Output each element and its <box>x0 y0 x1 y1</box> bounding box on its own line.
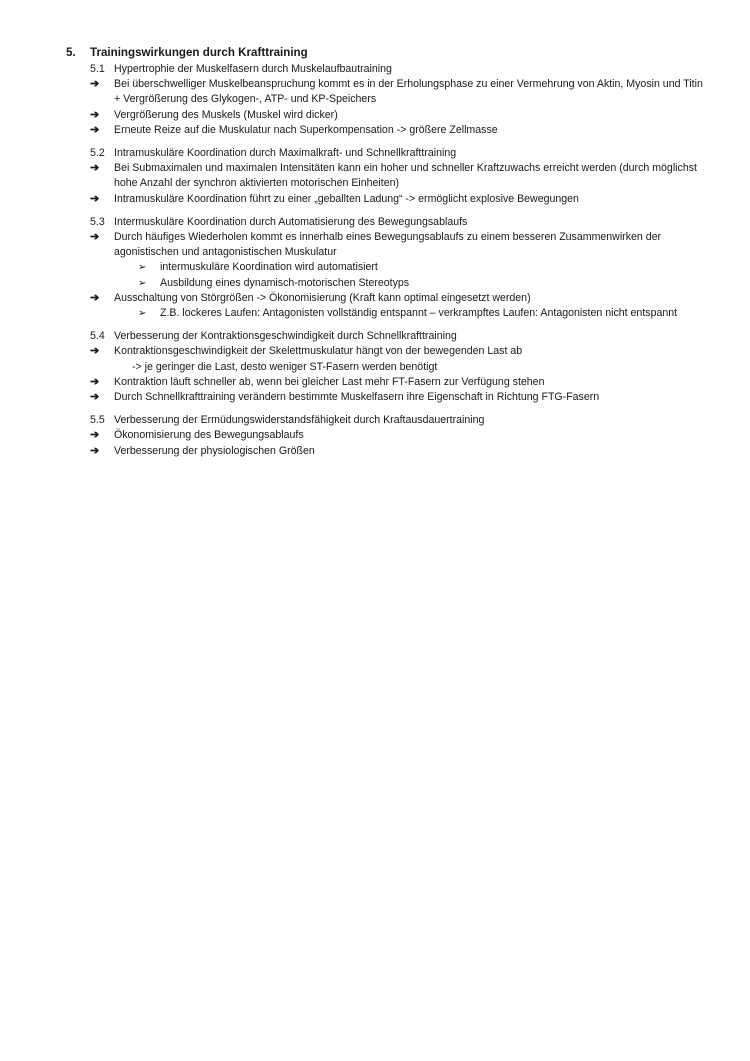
list-item <box>66 108 706 123</box>
document-title <box>66 45 706 61</box>
section-heading <box>66 215 706 230</box>
sub-list-item-text: Z.B. lockeres Laufen: Antagonisten vollständig entspannt – verkrampftes Laufen: Antagonisten nicht entspannt <box>160 307 678 320</box>
section-number: 5.3 <box>90 215 105 228</box>
list-item-main-text: Bei überschwelliger Muskelbeanspruchung kommt es in der Erholungsphase zu einer Vermehrung von Aktin, Myosin und Titin + Vergrößerung des Glykogen-, ATP- und KP-Speichers <box>114 78 703 106</box>
list-item <box>66 77 706 107</box>
sub-list-item <box>66 260 706 275</box>
arrowhead-bullet-icon: ➢ <box>138 277 147 289</box>
list-item-main-text: Durch häufiges Wiederholen kommt es innerhalb eines Bewegungsablaufs zu einem besseren Zusammenwirken der agonistischen und antagonistischen Muskulatur <box>114 231 662 259</box>
list-item-main-text: Bei Submaximalen und maximalen Intensitäten kann ein hoher und schneller Kraftzuwachs erreicht werden (durch möglichst hohe Anzahl der synchron aktivierten motorischen Einheiten) <box>114 162 697 190</box>
section-heading-text: Intermuskuläre Koordination durch Automatisierung des Bewegungsablaufs <box>114 215 468 228</box>
list-item-text <box>114 444 706 459</box>
list-item-text <box>114 375 706 390</box>
list-item-main-text: Intramuskuläre Koordination führt zu einer „geballten Ladung“ -> ermöglicht explosive Bewegungen <box>114 192 579 205</box>
section-heading <box>66 329 706 344</box>
list-item-main-text: Ausschaltung von Störgrößen -> Ökonomisierung (Kraft kann optimal eingesetzt werden) <box>114 291 531 304</box>
list-item-text <box>114 230 706 260</box>
list-item <box>66 390 706 405</box>
section-heading-text: Intramuskuläre Koordination durch Maximalkraft- und Schnellkrafttraining <box>114 147 457 160</box>
list-item-text <box>114 123 706 138</box>
section-heading <box>66 62 706 77</box>
section-number: 5.4 <box>90 330 105 343</box>
arrow-right-icon: ➔ <box>90 375 100 388</box>
list-item <box>66 123 706 138</box>
list-item-main-text: Verbesserung der physiologischen Größen <box>114 444 315 457</box>
arrow-right-icon: ➔ <box>90 231 100 244</box>
list-item-main-text: Durch Schnellkrafttraining verändern bestimmte Muskelfasern ihre Eigenschaft in Richtung FTG-Fasern <box>114 391 600 404</box>
list-item-text <box>114 428 706 443</box>
section-heading <box>66 146 706 161</box>
list-item-text <box>114 192 706 207</box>
list-item-text <box>114 161 706 191</box>
section-heading-text: Hypertrophie der Muskelfasern durch Muskelaufbautraining <box>114 63 392 75</box>
arrow-right-icon: ➔ <box>90 429 100 442</box>
list-item-main-text: Kontraktionsgeschwindigkeit der Skelettmuskulatur hängt von der bewegenden Last ab <box>114 345 523 358</box>
title-text: Trainingswirkungen durch Krafttraining <box>90 46 308 59</box>
section-5-1 <box>66 62 706 138</box>
list-item-text <box>114 291 706 306</box>
section-5-4 <box>66 329 706 405</box>
sub-list-item <box>66 276 706 291</box>
arrow-right-icon: ➔ <box>90 192 100 205</box>
list-item <box>66 344 706 374</box>
list-item <box>66 291 706 306</box>
section-number: 5.2 <box>90 147 105 160</box>
list-item-main-text: Kontraktion läuft schneller ab, wenn bei gleicher Last mehr FT-Fasern zur Verfügung stehen <box>114 375 545 388</box>
arrow-right-icon: ➔ <box>90 345 100 358</box>
list-item <box>66 230 706 260</box>
arrowhead-bullet-icon: ➢ <box>138 308 147 320</box>
arrow-right-icon: ➔ <box>90 123 100 136</box>
list-item <box>66 444 706 459</box>
list-item-main-text: Vergrößerung des Muskels (Muskel wird dicker) <box>114 108 338 121</box>
sub-list-item <box>66 306 706 321</box>
sub-list-item-text: intermuskuläre Koordination wird automatisiert <box>160 261 378 274</box>
list-item <box>66 161 706 191</box>
section-number: 5.5 <box>90 414 105 427</box>
section-number: 5.1 <box>90 63 105 75</box>
list-item <box>66 428 706 443</box>
sub-list-item-text: Ausbildung eines dynamisch-motorischen Stereotyps <box>160 276 410 289</box>
sections-container <box>66 62 706 459</box>
section-5-2 <box>66 146 706 207</box>
section-5-3 <box>66 215 706 321</box>
arrow-right-icon: ➔ <box>90 291 100 304</box>
title-number: 5. <box>66 46 76 59</box>
list-item-text <box>114 77 706 107</box>
list-item-text <box>114 108 706 123</box>
list-item <box>66 192 706 207</box>
arrowhead-bullet-icon: ➢ <box>138 262 147 274</box>
list-item-main-text: Ökonomisierung des Bewegungsablaufs <box>114 429 304 442</box>
section-5-5 <box>66 413 706 459</box>
list-item-text <box>114 390 706 405</box>
arrow-right-icon: ➔ <box>90 108 100 121</box>
document-content <box>66 45 706 467</box>
arrow-right-icon: ➔ <box>90 391 100 404</box>
list-item-note: -> je geringer die Last, desto weniger ST-Fasern werden benötigt <box>132 360 438 373</box>
section-heading <box>66 413 706 428</box>
list-item-text <box>114 344 706 374</box>
section-heading-text: Verbesserung der Ermüdungswiderstandsfähigkeit durch Kraftausdauertraining <box>114 414 485 427</box>
arrow-right-icon: ➔ <box>90 162 100 175</box>
list-item <box>66 375 706 390</box>
list-item-main-text: Erneute Reize auf die Muskulatur nach Superkompensation -> größere Zellmasse <box>114 123 498 136</box>
arrow-right-icon: ➔ <box>90 444 100 457</box>
arrow-right-icon: ➔ <box>90 78 100 91</box>
section-heading-text: Verbesserung der Kontraktionsgeschwindigkeit durch Schnellkrafttraining <box>114 330 457 343</box>
